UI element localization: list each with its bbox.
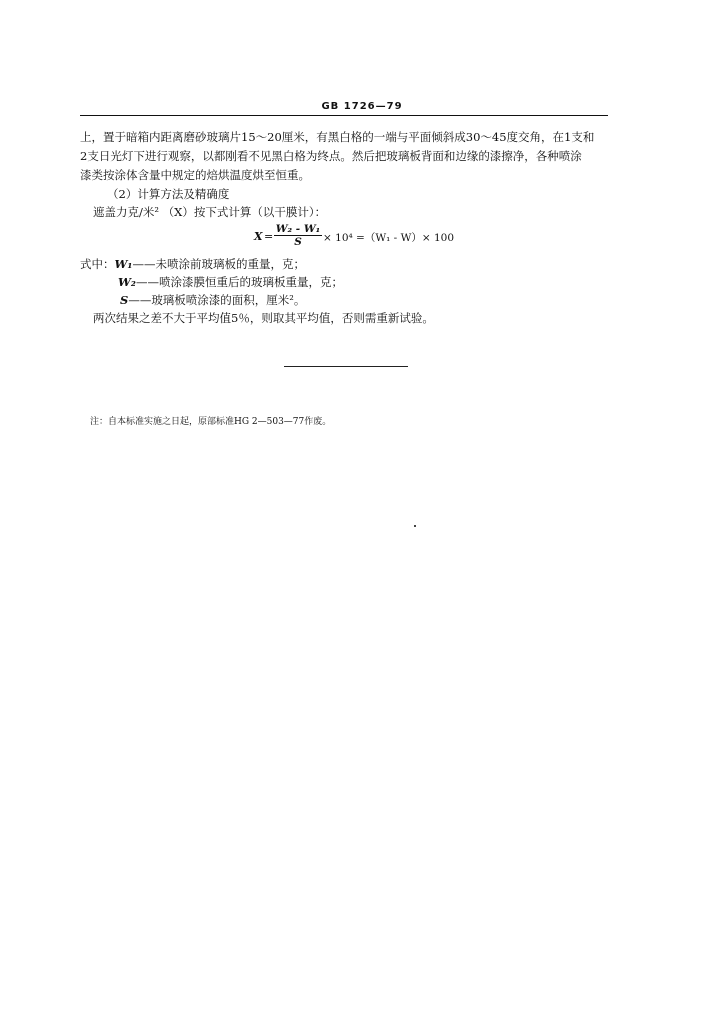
definition-s-text: ——玻璃板喷涂漆的面积，厘米²。	[128, 293, 306, 307]
definition-w1-symbol: W₁	[114, 257, 133, 271]
body-line-3: 漆类按涂体含量中规定的焙烘温度烘至恒重。	[80, 168, 310, 182]
formula-fraction	[274, 223, 322, 249]
end-separator-rule	[284, 366, 408, 367]
formula-numerator: W₂ - W₁	[275, 223, 321, 235]
definition-w2-symbol: W₂	[118, 275, 136, 289]
section-heading: （2）计算方法及精确度	[107, 187, 230, 201]
definition-s-symbol: S	[120, 293, 129, 307]
body-line-1: 上，置于暗箱内距离磨砂玻璃片15～20厘米，有黑白格的一端与平面倾斜成30～45度交角，在1支和	[80, 130, 595, 144]
formula-denominator: S	[294, 236, 302, 248]
definition-w1	[80, 257, 305, 271]
definition-w2	[118, 275, 343, 289]
formula-equals: =	[264, 230, 274, 243]
conclusion-text: 两次结果之差不大于平均值5％，则取其平均值，否则需重新试验。	[93, 311, 434, 325]
scan-speck	[414, 525, 416, 527]
formula-intro: 遮盖力克/米² （X）按下式计算（以干膜计）：	[93, 205, 327, 219]
footnote: 注：自本标准实施之日起，原部标准HG 2—503—77作废。	[90, 417, 332, 427]
definition-w2-text: ——喷涂漆膜恒重后的玻璃板重量，克；	[135, 275, 343, 289]
formula-lhs: X	[254, 230, 263, 243]
header-rule	[80, 115, 608, 116]
body-line-2: 2支日光灯下进行观察，以都刚看不见黑白格为终点。然后把玻璃板背面和边缘的漆擦净，各种喷涂	[80, 149, 582, 163]
definition-s	[120, 293, 305, 307]
formula-rest: × 10⁴ =（W₁ - W）× 100	[323, 232, 455, 244]
definition-w1-text: ——未喷涂前玻璃板的重量，克；	[132, 257, 305, 271]
definition-intro: 式中：	[80, 257, 115, 271]
standard-number-header: GB 1726—79	[321, 101, 403, 112]
